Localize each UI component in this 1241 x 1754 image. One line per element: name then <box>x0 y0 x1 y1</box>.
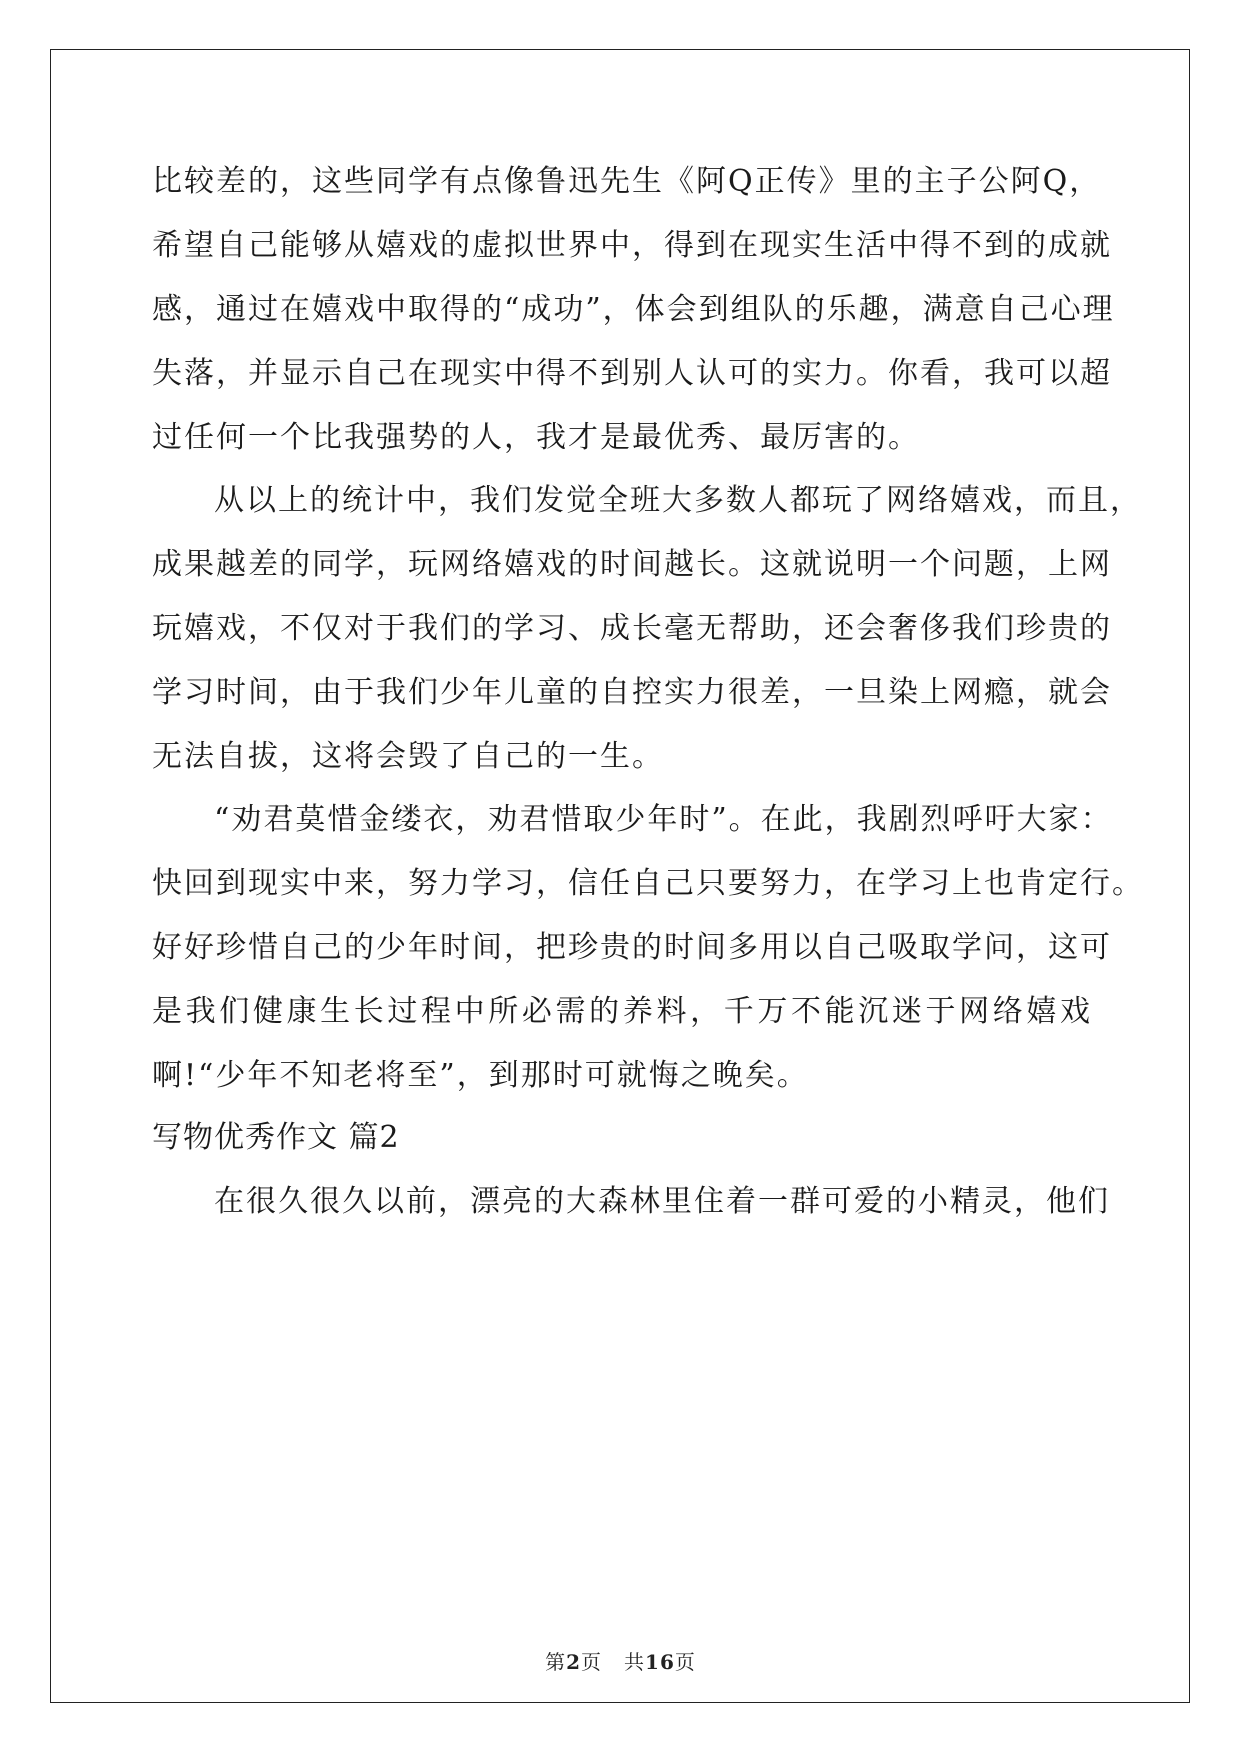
text-line: 是我们健康生长过程中所必需的养料，千万不能沉迷于网络嬉戏 <box>152 994 1092 1029</box>
text-line: 无法自拔，这将会毁了自己的一生。 <box>152 739 664 774</box>
text-line: 在很久很久以前，漂亮的大森林里住着一群可爱的小精灵，他们 <box>214 1184 1110 1219</box>
text-line: 玩嬉戏，不仅对于我们的学习、成长毫无帮助，还会奢侈我们珍贵的 <box>152 611 1112 646</box>
section-heading: 写物优秀作文 篇2 <box>152 1120 400 1155</box>
text-line: 学习时间，由于我们少年儿童的自控实力很差，一旦染上网瘾，就会 <box>152 675 1112 710</box>
text-line: 快回到现实中来，努力学习，信任自己只要努力，在学习上也肯定行。 <box>152 866 1144 901</box>
total-prefix: 共 <box>624 1650 646 1674</box>
text-line: “劝君莫惜金缕衣，劝君惜取少年时”。在此，我剧烈呼吁大家： <box>214 802 1113 837</box>
text-line: 过任何一个比我强势的人，我才是最优秀、最厉害的。 <box>152 420 920 455</box>
page-number: 2 <box>566 1650 582 1674</box>
page-suffix: 页 <box>581 1650 603 1674</box>
total-pages: 16 <box>645 1650 675 1674</box>
total-suffix: 页 <box>674 1650 696 1674</box>
page-footer <box>0 1650 1241 1674</box>
text-line: 啊!“少年不知老将至”，到那时可就悔之晚矣。 <box>152 1058 809 1093</box>
page-prefix: 第 <box>545 1650 567 1674</box>
text-line: 从以上的统计中，我们发觉全班大多数人都玩了网络嬉戏，而且， <box>214 483 1142 518</box>
text-line: 好好珍惜自己的少年时间，把珍贵的时间多用以自己吸取学问，这可 <box>152 930 1112 965</box>
text-line: 比较差的，这些同学有点像鲁迅先生《阿Q正传》里的主子公阿Q， <box>152 164 1102 199</box>
text-line: 成果越差的同学，玩网络嬉戏的时间越长。这就说明一个问题，上网 <box>152 547 1112 582</box>
text-line: 失落，并显示自己在现实中得不到别人认可的实力。你看，我可以超 <box>152 356 1112 391</box>
text-line: 希望自己能够从嬉戏的虚拟世界中，得到在现实生活中得不到的成就 <box>152 228 1112 263</box>
text-line: 感，通过在嬉戏中取得的“成功”，体会到组队的乐趣，满意自己心理 <box>152 292 1115 327</box>
